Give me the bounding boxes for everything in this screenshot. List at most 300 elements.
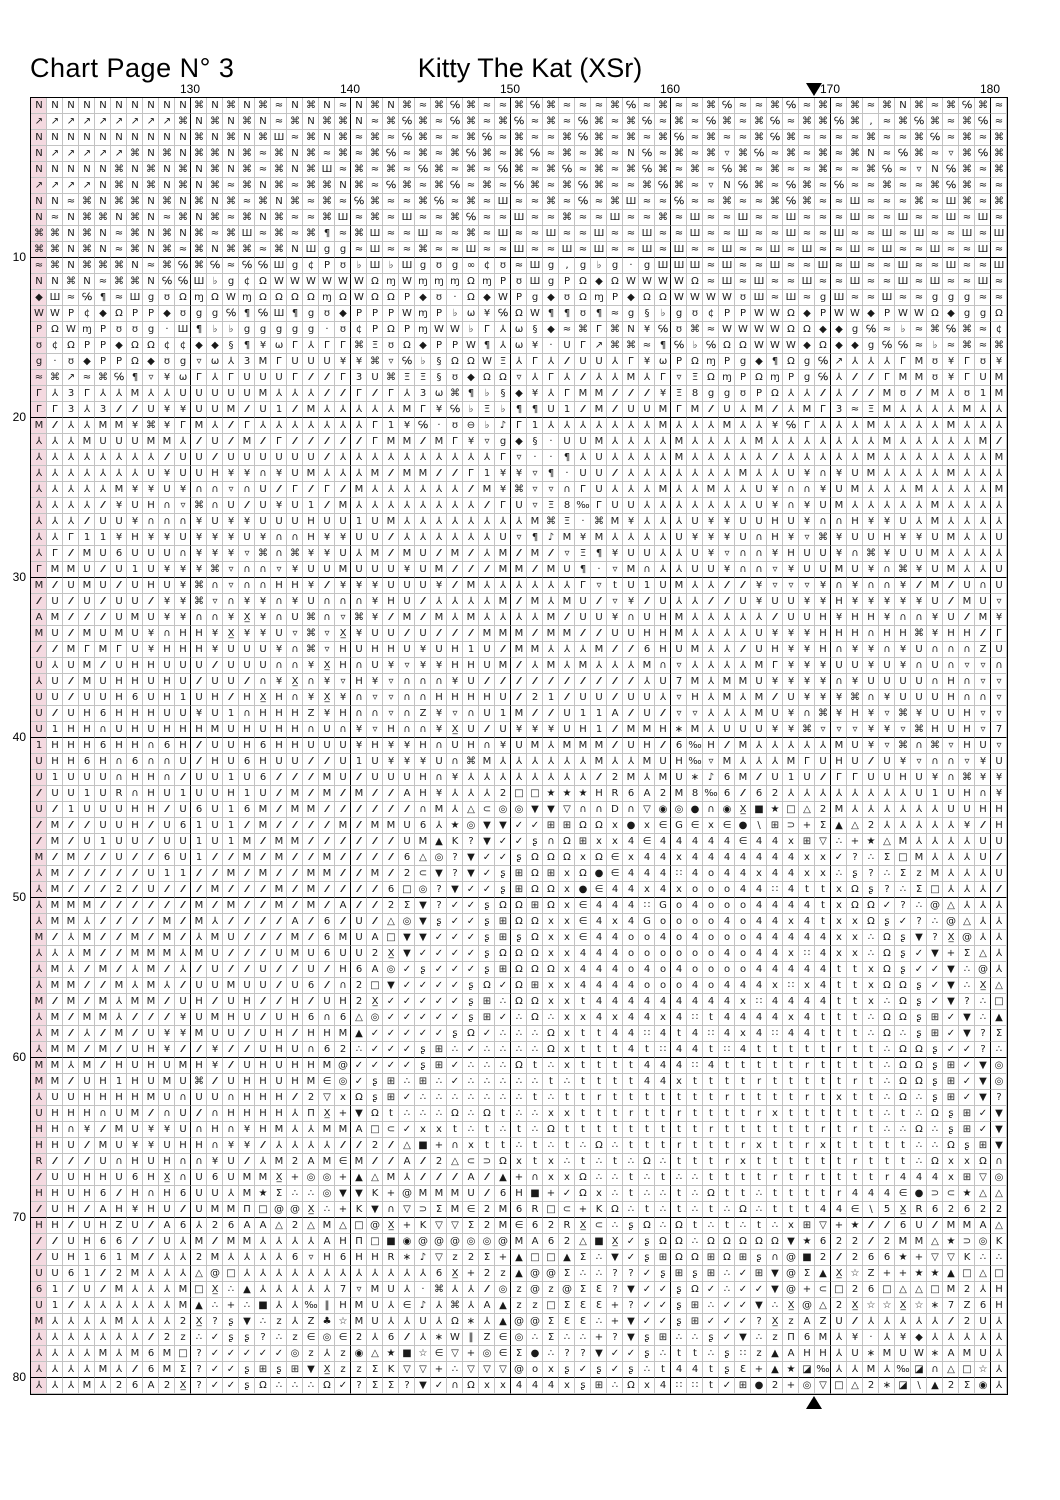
stitch-cell: H <box>639 626 655 642</box>
stitch-cell: ⌘ <box>991 146 1007 162</box>
stitch-cell: t <box>847 1170 863 1186</box>
stitch-cell: ⅄ <box>479 450 495 466</box>
stitch-cell: U <box>303 450 319 466</box>
stitch-cell: Ω <box>47 322 63 338</box>
stitch-cell: ⅄ <box>31 962 47 978</box>
stitch-cell: 2 <box>655 786 671 802</box>
stitch-cell: ʂ <box>415 1058 431 1074</box>
stitch-cell: ⁄⁄ <box>943 578 959 594</box>
stitch-cell: ⁄⁄ <box>287 866 303 882</box>
stitch-cell: ⁄⁄ <box>703 594 719 610</box>
stitch-cell: M <box>303 1074 319 1090</box>
stitch-cell: ⅄ <box>751 450 767 466</box>
stitch-cell: ⁄⁄ <box>319 434 335 450</box>
stitch-cell: ◎ <box>463 818 479 834</box>
stitch-cell: 2 <box>287 1154 303 1170</box>
stitch-cell: ¶ <box>543 466 559 482</box>
stitch-cell: ⅄ <box>703 706 719 722</box>
stitch-cell: U <box>127 1058 143 1074</box>
stitch-cell: ⅄ <box>911 402 927 418</box>
stitch-cell: Ш <box>719 258 735 274</box>
stitch-cell: N <box>63 258 79 274</box>
stitch-cell: ∴ <box>879 866 895 882</box>
stitch-cell: t <box>783 1090 799 1106</box>
stitch-cell: ⅄ <box>671 546 687 562</box>
stitch-cell: H <box>847 610 863 626</box>
stitch-cell: ≈ <box>911 210 927 226</box>
stitch-cell: ≈ <box>703 322 719 338</box>
stitch-cell: ⁄⁄ <box>31 642 47 658</box>
stitch-cell: H <box>303 1058 319 1074</box>
stitch-cell: ∩ <box>143 738 159 754</box>
stitch-cell: ∈ <box>495 1346 511 1362</box>
row-label: 20 <box>12 410 26 424</box>
stitch-cell: ⅄ <box>703 434 719 450</box>
stitch-cell: 2 <box>863 818 879 834</box>
stitch-cell: ∴ <box>975 994 991 1010</box>
stitch-cell: 4 <box>687 930 703 946</box>
stitch-cell: @ <box>799 1298 815 1314</box>
stitch-cell: ¥ <box>751 594 767 610</box>
stitch-cell: ⁄⁄ <box>143 1234 159 1250</box>
stitch-cell: A <box>607 706 623 722</box>
stitch-row <box>31 322 1007 338</box>
stitch-cell: Σ <box>479 1250 495 1266</box>
stitch-cell: t <box>863 1154 879 1170</box>
stitch-cell: ▿ <box>703 178 719 194</box>
stitch-cell: t <box>655 1138 671 1154</box>
stitch-cell: P <box>495 274 511 290</box>
stitch-cell: U <box>159 1090 175 1106</box>
stitch-cell: ‰ <box>575 498 591 514</box>
stitch-cell: N <box>287 146 303 162</box>
stitch-cell: □ <box>367 1122 383 1138</box>
stitch-cell: H <box>447 690 463 706</box>
stitch-cell: ▼ <box>351 1106 367 1122</box>
stitch-cell: U <box>223 498 239 514</box>
stitch-cell: ⌘ <box>415 146 431 162</box>
stitch-cell: ✓ <box>463 946 479 962</box>
stitch-cell: ⌘ <box>191 194 207 210</box>
stitch-cell: ⅄ <box>543 386 559 402</box>
stitch-cell: M <box>95 1042 111 1058</box>
stitch-cell: ⁄⁄ <box>303 834 319 850</box>
stitch-cell: ¥ <box>943 370 959 386</box>
stitch-cell: 4 <box>607 898 623 914</box>
stitch-cell: t <box>751 1154 767 1170</box>
stitch-cell: t <box>527 1138 543 1154</box>
stitch-cell: ∈ <box>735 834 751 850</box>
stitch-cell: M <box>495 658 511 674</box>
stitch-cell: U <box>159 1202 175 1218</box>
stitch-cell: ⁄⁄ <box>383 834 399 850</box>
stitch-cell: ⁄⁄ <box>63 882 79 898</box>
stitch-cell: ⁄⁄ <box>79 514 95 530</box>
stitch-cell: ⁄⁄ <box>255 1138 271 1154</box>
stitch-cell: Ω <box>879 1026 895 1042</box>
stitch-cell: H <box>799 1346 815 1362</box>
stitch-cell: ∴ <box>415 1106 431 1122</box>
stitch-cell: x <box>607 818 623 834</box>
stitch-cell: ℅ <box>831 178 847 194</box>
stitch-cell: ⁄⁄ <box>559 674 575 690</box>
stitch-cell: N <box>319 130 335 146</box>
stitch-cell: 1 <box>223 802 239 818</box>
stitch-cell: 6 <box>95 1250 111 1266</box>
stitch-cell: N <box>863 146 879 162</box>
stitch-cell: □ <box>399 882 415 898</box>
stitch-cell: t <box>895 1154 911 1170</box>
stitch-cell: ℅ <box>655 322 671 338</box>
stitch-cell: ◆ <box>543 322 559 338</box>
stitch-cell: M <box>863 450 879 466</box>
stitch-cell: ⅄ <box>703 658 719 674</box>
stitch-cell: t <box>815 898 831 914</box>
stitch-cell: ℅ <box>671 130 687 146</box>
stitch-cell: H <box>79 1234 95 1250</box>
stitch-cell: ¥ <box>879 546 895 562</box>
stitch-row <box>31 914 1007 930</box>
stitch-cell: ★ <box>927 1266 943 1282</box>
stitch-cell: ⁄⁄ <box>383 546 399 562</box>
stitch-cell: ⁄⁄ <box>863 1234 879 1250</box>
stitch-cell: ⌘ <box>815 98 831 114</box>
stitch-cell: ▿ <box>447 706 463 722</box>
stitch-cell: ▿ <box>767 562 783 578</box>
stitch-cell: ⅄ <box>559 418 575 434</box>
stitch-cell: ▿ <box>799 578 815 594</box>
stitch-cell: + <box>847 834 863 850</box>
stitch-cell: ⅄ <box>895 450 911 466</box>
stitch-cell: t <box>783 1138 799 1154</box>
stitch-cell: ≈ <box>415 210 431 226</box>
stitch-cell: ⅄ <box>159 1282 175 1298</box>
stitch-cell: x <box>767 978 783 994</box>
stitch-cell: z <box>303 1346 319 1362</box>
stitch-cell: ¥ <box>799 594 815 610</box>
stitch-cell: 1 <box>351 514 367 530</box>
stitch-cell: ≈ <box>991 210 1007 226</box>
stitch-cell: ∩ <box>207 482 223 498</box>
stitch-cell: 2 <box>383 898 399 914</box>
stitch-cell: ? <box>431 882 447 898</box>
stitch-cell: Σ <box>271 1186 287 1202</box>
stitch-cell: ▽ <box>431 1218 447 1234</box>
stitch-cell: ≈ <box>991 242 1007 258</box>
stitch-cell: ⁄⁄ <box>399 626 415 642</box>
stitch-cell: ♭ <box>447 306 463 322</box>
stitch-cell: ⌘ <box>815 162 831 178</box>
stitch-cell: ∩ <box>943 642 959 658</box>
stitch-cell: H <box>287 1058 303 1074</box>
stitch-cell: t <box>831 1122 847 1138</box>
stitch-cell: t <box>799 1122 815 1138</box>
stitch-cell: x <box>735 994 751 1010</box>
stitch-cell: g <box>255 322 271 338</box>
stitch-cell: U <box>543 402 559 418</box>
stitch-cell: ⁄⁄ <box>991 434 1007 450</box>
stitch-cell: ⅄ <box>703 626 719 642</box>
stitch-cell: ⁄⁄ <box>47 418 63 434</box>
stitch-cell: G <box>655 898 671 914</box>
stitch-cell: ¥ <box>479 306 495 322</box>
stitch-cell: ∗ <box>671 722 687 738</box>
stitch-cell: z <box>351 1362 367 1378</box>
stitch-cell: X̲ <box>255 690 271 706</box>
stitch-cell: t <box>783 1154 799 1170</box>
stitch-cell: ¥ <box>863 562 879 578</box>
stitch-cell: ☆ <box>911 1298 927 1314</box>
stitch-cell: ■ <box>255 1298 271 1314</box>
stitch-cell: x <box>543 1362 559 1378</box>
stitch-cell: 2 <box>959 1314 975 1330</box>
stitch-cell: H <box>367 738 383 754</box>
stitch-cell: ≈ <box>911 290 927 306</box>
stitch-cell: ⅄ <box>495 770 511 786</box>
stitch-cell: ⅄ <box>975 418 991 434</box>
stitch-cell: ▽ <box>975 1170 991 1186</box>
stitch-cell: Ш <box>367 242 383 258</box>
stitch-cell: ≈ <box>527 242 543 258</box>
stitch-cell: ⌘ <box>255 194 271 210</box>
stitch-cell: ¥ <box>495 466 511 482</box>
stitch-cell: ≈ <box>943 130 959 146</box>
stitch-cell: 4 <box>639 1058 655 1074</box>
stitch-cell: ≈ <box>831 274 847 290</box>
stitch-cell: ℅ <box>767 114 783 130</box>
stitch-cell: ◎ <box>319 1330 335 1346</box>
stitch-cell: ≈ <box>687 194 703 210</box>
stitch-cell: ⁄⁄ <box>351 866 367 882</box>
stitch-cell: M <box>447 1186 463 1202</box>
stitch-cell: z <box>543 1282 559 1298</box>
stitch-cell: g <box>175 354 191 370</box>
stitch-cell: ≈ <box>543 178 559 194</box>
stitch-cell: r <box>623 1106 639 1122</box>
stitch-cell: t <box>767 1138 783 1154</box>
stitch-cell: ⅄ <box>959 418 975 434</box>
stitch-cell: z <box>783 1314 799 1330</box>
stitch-cell: Г <box>335 338 351 354</box>
stitch-cell: U <box>943 706 959 722</box>
stitch-cell: ▼ <box>911 930 927 946</box>
stitch-cell: ∴ <box>975 1250 991 1266</box>
stitch-cell: ≈ <box>543 210 559 226</box>
stitch-cell: Ω <box>527 850 543 866</box>
stitch-cell: H <box>207 754 223 770</box>
stitch-cell: ≈ <box>79 370 95 386</box>
stitch-cell: H <box>463 658 479 674</box>
stitch-cell: ʂ <box>495 866 511 882</box>
stitch-cell: ⅄ <box>911 1314 927 1330</box>
stitch-cell: t <box>863 1042 879 1058</box>
stitch-cell: ⁄⁄ <box>367 914 383 930</box>
stitch-cell: t <box>815 1058 831 1074</box>
stitch-cell: M <box>303 866 319 882</box>
stitch-cell: M <box>527 594 543 610</box>
stitch-cell: ⌘ <box>959 770 975 786</box>
stitch-cell: ⌘ <box>511 98 527 114</box>
stitch-cell: P <box>447 338 463 354</box>
stitch-cell: ♭ <box>479 386 495 402</box>
stitch-cell: U <box>191 658 207 674</box>
stitch-cell: ⅄ <box>351 1266 367 1282</box>
stitch-cell: ∴ <box>703 1298 719 1314</box>
stitch-cell: M <box>591 530 607 546</box>
stitch-cell: Ш <box>639 226 655 242</box>
stitch-cell: P <box>351 306 367 322</box>
stitch-cell: t <box>783 1170 799 1186</box>
stitch-cell: ⅄ <box>543 770 559 786</box>
stitch-row <box>31 1218 1007 1234</box>
stitch-cell: ⌘ <box>783 146 799 162</box>
stitch-cell: ▼ <box>623 1282 639 1298</box>
stitch-cell: ✓ <box>447 1010 463 1026</box>
stitch-cell: ⅄ <box>63 1346 79 1362</box>
stitch-cell: ⅄ <box>63 962 79 978</box>
stitch-cell: U <box>143 1026 159 1042</box>
stitch-cell: ✓ <box>735 1314 751 1330</box>
stitch-cell: ⅄ <box>399 498 415 514</box>
stitch-cell: M <box>127 1266 143 1282</box>
stitch-cell: ⌘ <box>367 210 383 226</box>
stitch-cell: M <box>383 818 399 834</box>
stitch-cell: M <box>47 962 63 978</box>
stitch-cell: @ <box>959 930 975 946</box>
stitch-cell: M <box>319 1218 335 1234</box>
stitch-cell: ≈ <box>415 98 431 114</box>
stitch-cell: ʂ <box>895 930 911 946</box>
stitch-cell: + <box>335 1202 351 1218</box>
stitch-cell: ⌘ <box>463 754 479 770</box>
stitch-cell: M <box>79 434 95 450</box>
stitch-cell: ⅄ <box>111 466 127 482</box>
stitch-cell: U <box>639 706 655 722</box>
stitch-cell: ⁄⁄ <box>239 962 255 978</box>
stitch-cell: t <box>815 1010 831 1026</box>
stitch-cell: ⅄ <box>879 482 895 498</box>
stitch-cell: ⅄ <box>79 1298 95 1314</box>
stitch-cell: 4 <box>735 978 751 994</box>
stitch-cell: ⁄⁄ <box>607 466 623 482</box>
stitch-cell: U <box>223 1170 239 1186</box>
stitch-row <box>31 1058 1007 1074</box>
stitch-cell: ⌘ <box>383 114 399 130</box>
stitch-cell: ▽ <box>431 1250 447 1266</box>
stitch-cell: U <box>31 1266 47 1282</box>
stitch-cell: □ <box>783 802 799 818</box>
stitch-cell: Ш <box>847 258 863 274</box>
stitch-cell: ⁄⁄ <box>159 962 175 978</box>
stitch-cell: t <box>479 1122 495 1138</box>
stitch-cell: N <box>191 210 207 226</box>
stitch-cell: ⌘ <box>143 418 159 434</box>
stitch-cell: U <box>127 498 143 514</box>
stitch-cell: M <box>671 578 687 594</box>
stitch-cell: 4 <box>623 914 639 930</box>
stitch-cell: M <box>79 1010 95 1026</box>
stitch-row <box>31 1138 1007 1154</box>
stitch-cell: ≈ <box>799 146 815 162</box>
stitch-cell: x <box>623 850 639 866</box>
stitch-cell: ⅄ <box>287 1266 303 1282</box>
stitch-cell: ◎ <box>495 1282 511 1298</box>
stitch-cell: M <box>159 1362 175 1378</box>
stitch-cell: ∗ <box>463 1314 479 1330</box>
stitch-cell: M <box>495 594 511 610</box>
stitch-cell: 6 <box>415 818 431 834</box>
stitch-cell: H <box>239 1106 255 1122</box>
stitch-cell: ▼ <box>943 962 959 978</box>
stitch-cell: U <box>111 802 127 818</box>
stitch-cell: @ <box>527 1282 543 1298</box>
stitch-cell: ▿ <box>607 594 623 610</box>
stitch-cell: o <box>671 930 687 946</box>
stitch-cell: ∴ <box>687 1234 703 1250</box>
stitch-cell: ⁄⁄ <box>63 690 79 706</box>
stitch-row <box>31 834 1007 850</box>
stitch-cell: ⅄ <box>479 578 495 594</box>
stitch-cell: N <box>351 98 367 114</box>
stitch-cell: ʂ <box>639 1330 655 1346</box>
stitch-cell: 6 <box>527 1218 543 1234</box>
stitch-cell: H <box>959 738 975 754</box>
stitch-cell: ▿ <box>991 706 1007 722</box>
stitch-cell: Ш <box>687 210 703 226</box>
stitch-cell: ◆ <box>799 338 815 354</box>
stitch-cell: Ω <box>511 962 527 978</box>
stitch-cell: ⌘ <box>79 258 95 274</box>
stitch-cell: 2 <box>367 1138 383 1154</box>
stitch-cell: ∴ <box>655 1154 671 1170</box>
stitch-cell: ∈ <box>591 882 607 898</box>
stitch-cell: t <box>767 1042 783 1058</box>
stitch-cell: Ω <box>255 1378 271 1394</box>
stitch-cell: ✓ <box>207 1346 223 1362</box>
stitch-cell: ɱ <box>191 290 207 306</box>
stitch-cell: ¥ <box>767 674 783 690</box>
stitch-cell: ⁄⁄ <box>223 882 239 898</box>
stitch-cell: U <box>175 658 191 674</box>
stitch-cell: ⁄⁄ <box>111 402 127 418</box>
stitch-cell: ◆ <box>591 274 607 290</box>
stitch-cell: ⁄⁄ <box>367 802 383 818</box>
stitch-cell: ⌘ <box>543 162 559 178</box>
stitch-cell: ∩ <box>415 802 431 818</box>
stitch-cell: ≈ <box>831 242 847 258</box>
stitch-cell: M <box>591 402 607 418</box>
stitch-cell: g <box>319 242 335 258</box>
stitch-cell: H <box>255 754 271 770</box>
stitch-cell: 3 <box>63 402 79 418</box>
stitch-cell: Ω <box>895 994 911 1010</box>
stitch-cell: ⅄ <box>879 802 895 818</box>
stitch-cell: ⅄ <box>831 450 847 466</box>
stitch-cell: 4 <box>607 978 623 994</box>
stitch-cell: H <box>207 1122 223 1138</box>
stitch-cell: ⁄⁄ <box>207 898 223 914</box>
stitch-cell: Г <box>655 370 671 386</box>
stitch-cell: x <box>559 1170 575 1186</box>
stitch-cell: M <box>95 1362 111 1378</box>
stitch-cell: \ <box>751 818 767 834</box>
stitch-cell: A <box>783 1346 799 1362</box>
stitch-cell: U <box>911 546 927 562</box>
stitch-cell: ✓ <box>495 1010 511 1026</box>
stitch-cell: 4 <box>687 978 703 994</box>
stitch-cell: ⅄ <box>607 354 623 370</box>
stitch-cell: ≈ <box>735 194 751 210</box>
